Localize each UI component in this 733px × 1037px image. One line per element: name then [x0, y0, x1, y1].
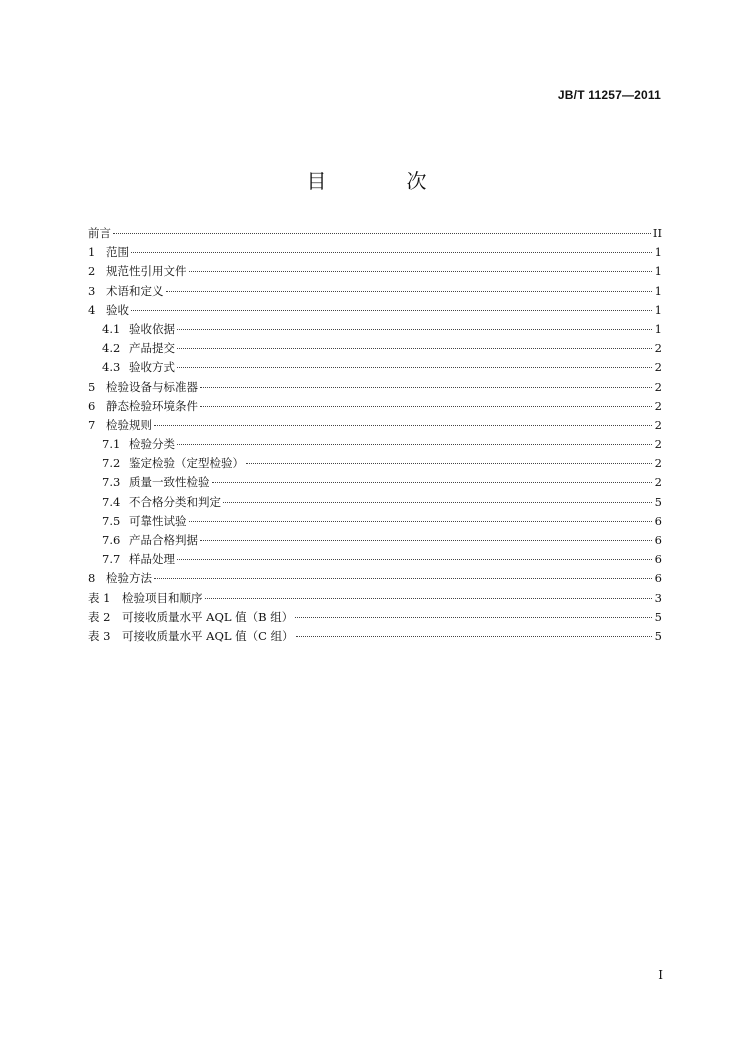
toc-entry-page: 2 [654, 437, 662, 452]
toc-leader-dots [177, 444, 652, 445]
toc-entry-number: 4.3 [102, 360, 121, 375]
toc-entry[interactable] [88, 512, 662, 531]
toc-leader-dots [223, 502, 652, 503]
toc-entry-number: 8 [88, 571, 96, 586]
toc-entry-label: 验收方式 [129, 360, 175, 375]
toc-entry-foreword[interactable] [88, 224, 662, 243]
toc-entry-number: 4.1 [102, 321, 121, 336]
toc-leader-dots [177, 348, 652, 349]
toc-table-number: 表 3 [88, 628, 111, 643]
toc-entry-page: 2 [654, 379, 662, 394]
toc-entry-page: 5 [654, 609, 662, 624]
toc-entry-label: 可靠性试验 [129, 513, 187, 528]
toc-table-entry[interactable] [88, 589, 662, 608]
toc-entry[interactable] [88, 397, 662, 416]
toc-entry-label: 检验分类 [129, 437, 175, 452]
toc-entry-label: 术语和定义 [106, 283, 164, 298]
toc-leader-dots [200, 387, 652, 388]
toc-entry[interactable] [88, 454, 662, 473]
toc-entry-label: 检验项目和顺序 [122, 590, 203, 605]
toc-leader-dots [205, 598, 653, 599]
toc-entry-page: 2 [654, 475, 662, 490]
toc-leader-dots [246, 463, 652, 464]
toc-entry[interactable] [88, 378, 662, 397]
toc-entry-label: 验收依据 [129, 321, 175, 336]
toc-entry[interactable] [88, 339, 662, 358]
toc-entry-label: 样品处理 [129, 552, 175, 567]
toc-entry-page: 2 [654, 398, 662, 413]
toc-leader-dots [177, 367, 652, 368]
toc-entry-page: 1 [654, 264, 662, 279]
toc-entry-number: 7.3 [102, 475, 121, 490]
toc-leader-dots [131, 252, 652, 253]
toc-entry-label: 质量一致性检验 [129, 475, 210, 490]
toc-entry[interactable] [88, 435, 662, 454]
toc-entry[interactable] [88, 493, 662, 512]
toc-entry[interactable] [88, 569, 662, 588]
toc-entry-number: 1 [88, 245, 96, 260]
toc-entry-number: 7.5 [102, 513, 121, 528]
toc-entry-page: II [652, 226, 662, 240]
toc-entry-number: 5 [88, 379, 96, 394]
toc-entry-label: 可接收质量水平 AQL 值（B 组） [122, 609, 294, 624]
toc-entry[interactable] [88, 358, 662, 377]
toc-entry-number: 7 [88, 417, 96, 432]
toc-leader-dots [295, 617, 652, 618]
toc-entry-page: 2 [654, 341, 662, 356]
toc-entry-label: 检验方法 [106, 571, 152, 586]
toc-entry[interactable] [88, 282, 662, 301]
toc-entry-label: 可接收质量水平 AQL 值（C 组） [122, 628, 294, 643]
toc-table-number: 表 1 [88, 590, 111, 605]
toc-entry-label: 检验设备与标准器 [106, 379, 198, 394]
toc-entry-page: 1 [654, 245, 662, 260]
toc-entry-page: 1 [654, 283, 662, 298]
toc-entry-page: 2 [654, 456, 662, 471]
toc-entry-page: 6 [654, 571, 662, 586]
toc-entry-label: 静态检验环境条件 [106, 398, 198, 413]
toc-table-number: 表 2 [88, 609, 111, 624]
toc-entry[interactable] [88, 262, 662, 281]
toc-leader-dots [189, 521, 653, 522]
toc-entry-page: 2 [654, 417, 662, 432]
toc-leader-dots [166, 291, 653, 292]
toc-entry-label: 前言 [88, 226, 111, 240]
toc-leader-dots [154, 578, 652, 579]
toc-entry-page: 1 [654, 321, 662, 336]
toc-leader-dots [177, 559, 652, 560]
toc-entry-label: 产品合格判据 [129, 533, 198, 547]
table-of-contents [88, 224, 662, 646]
toc-leader-dots [189, 271, 653, 272]
toc-entry[interactable] [88, 243, 662, 262]
toc-entry-label: 产品提交 [129, 341, 175, 356]
toc-entry[interactable] [88, 531, 662, 550]
toc-entry-number: 7.2 [102, 456, 121, 471]
toc-entry-number: 4 [88, 302, 96, 317]
toc-entry[interactable] [88, 416, 662, 435]
toc-entry-label: 鉴定检验（定型检验） [129, 456, 244, 471]
toc-entry-label: 范围 [106, 245, 129, 260]
toc-entry-number: 7.1 [102, 437, 121, 452]
toc-leader-dots [296, 636, 652, 637]
toc-entry-number: 7.7 [102, 552, 121, 567]
toc-entry-page: 5 [654, 628, 662, 643]
toc-entry-number: 4.2 [102, 341, 121, 356]
toc-entry[interactable] [88, 320, 662, 339]
toc-entry-page: 1 [654, 302, 662, 317]
toc-leader-dots [200, 406, 652, 407]
toc-entry-label: 验收 [106, 302, 129, 317]
toc-table-entry[interactable] [88, 608, 662, 627]
toc-entry-page: 6 [654, 513, 662, 528]
toc-entry-number: 7.6 [102, 533, 121, 547]
toc-title: 目 次 [306, 169, 457, 193]
toc-entry[interactable] [88, 473, 662, 492]
toc-entry-number: 2 [88, 264, 96, 279]
toc-entry-label: 不合格分类和判定 [129, 494, 221, 509]
toc-entry-page: 6 [654, 552, 662, 567]
toc-entry-label: 规范性引用文件 [106, 264, 187, 279]
standard-number: JB/T 11257—2011 [557, 88, 661, 102]
toc-table-entry[interactable] [88, 627, 662, 646]
toc-leader-dots [113, 233, 651, 234]
toc-leader-dots [154, 425, 652, 426]
toc-entry[interactable] [88, 301, 662, 320]
toc-entry-page: 3 [654, 590, 662, 605]
toc-entry-page: 6 [654, 533, 662, 547]
toc-leader-dots [200, 540, 652, 541]
toc-entry[interactable] [88, 550, 662, 569]
toc-leader-dots [212, 482, 653, 483]
toc-entry-number: 7.4 [102, 494, 121, 509]
toc-entry-label: 检验规则 [106, 417, 152, 432]
toc-entry-page: 5 [654, 494, 662, 509]
toc-entry-number: 6 [88, 398, 96, 413]
toc-entry-number: 3 [88, 283, 96, 298]
page-number: I [658, 968, 663, 982]
toc-leader-dots [177, 329, 652, 330]
toc-leader-dots [131, 310, 652, 311]
toc-entry-page: 2 [654, 360, 662, 375]
